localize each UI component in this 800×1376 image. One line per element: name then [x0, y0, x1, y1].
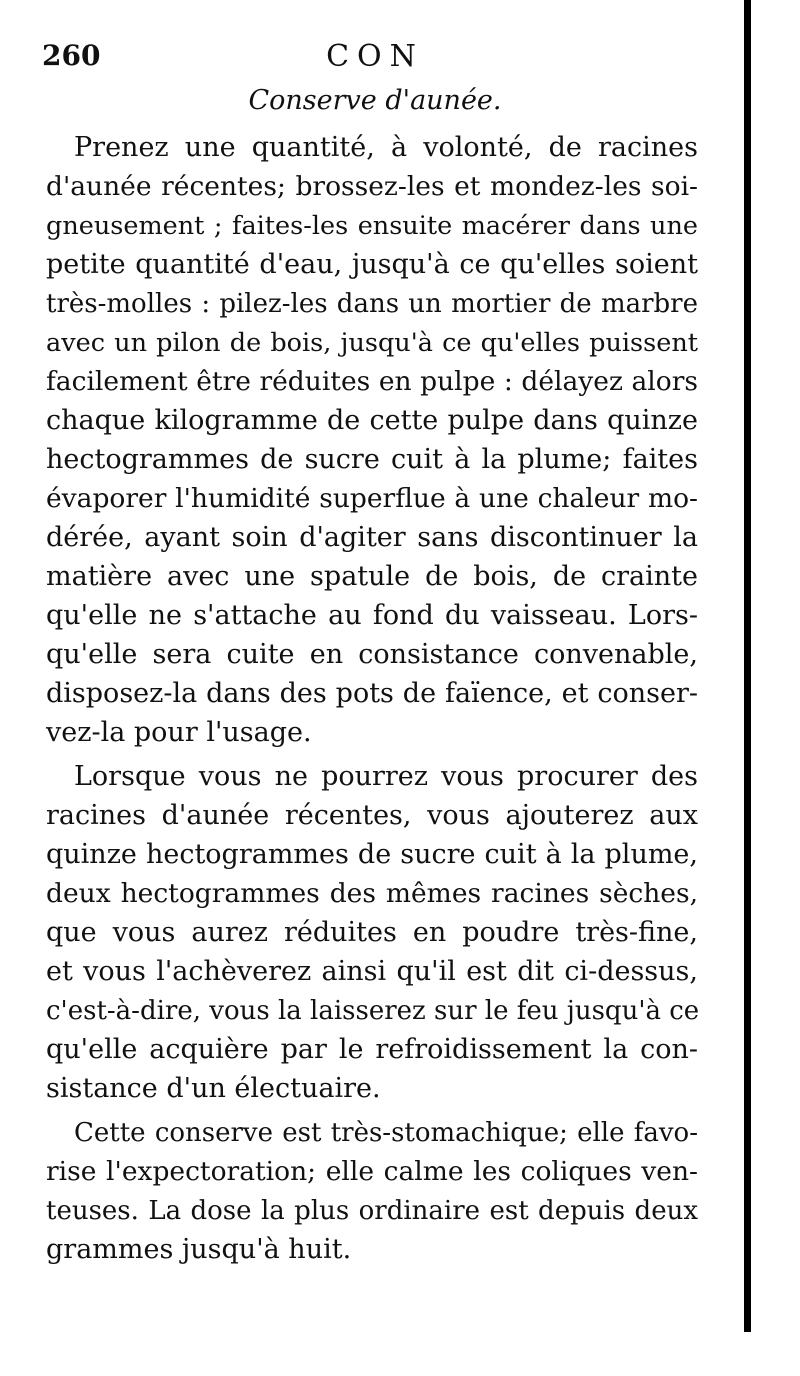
- text-line: et vous l'achèverez ainsi qu'il est dit ci-dessus,: [46, 956, 698, 987]
- text-line: deux hectogrammes des mêmes racines sèches,: [46, 878, 698, 909]
- text-line: rise l'expectoration; elle calme les coliques ven-: [46, 1156, 698, 1187]
- page-number: 260: [42, 39, 101, 72]
- text-line: teuses. La dose la plus ordinaire est depuis deux: [46, 1196, 698, 1226]
- text-line: Cette conserve est très-stomachique; elle favo-: [74, 1118, 698, 1148]
- text-line: hectogrammes de sucre cuit à la plume; faites: [46, 444, 698, 475]
- text-line: racines d'aunée récentes, vous ajouterez aux: [46, 800, 698, 831]
- text-line: quinze hectogrammes de sucre cuit à la plume,: [46, 839, 698, 870]
- text-line: disposez-la dans des pots de faïence, et conser-: [46, 678, 698, 709]
- text-line: dérée, ayant soin d'agiter sans discontinuer la: [46, 522, 698, 553]
- running-head: CON: [326, 39, 424, 74]
- text-line: qu'elle ne s'attache au fond du vaisseau. Lors-: [46, 600, 698, 631]
- page-edge-rule: [744, 0, 751, 1332]
- text-line: avec un pilon de bois, jusqu'à ce qu'elles puissent: [46, 328, 698, 358]
- text-line: petite quantité d'eau, jusqu'à ce qu'elles soient: [46, 249, 698, 280]
- text-line: Lorsque vous ne pourrez vous procurer des: [74, 761, 698, 792]
- text-line: très-molles : pilez-les dans un mortier de marbre: [46, 289, 698, 319]
- text-line: évaporer l'humidité superflue à une chaleur mo-: [46, 483, 698, 514]
- text-line: chaque kilogramme de cette pulpe dans quinze: [46, 405, 698, 436]
- text-line: gneusement ; faites-les ensuite macérer dans une: [46, 211, 698, 241]
- text-line: qu'elle acquière par le refroidissement la con-: [46, 1034, 698, 1065]
- text-line: que vous aurez réduites en poudre très-fine,: [46, 917, 698, 948]
- text-line: Prenez une quantité, à volonté, de racines: [74, 132, 698, 163]
- text-line: matière avec une spatule de bois, de crainte: [46, 561, 698, 592]
- text-line: c'est-à-dire, vous la laisserez sur le feu jusqu'à ce: [46, 996, 700, 1026]
- text-line: qu'elle sera cuite en consistance convenable,: [46, 639, 698, 670]
- text-line: facilement être réduites en pulpe : délayez alors: [46, 366, 698, 397]
- text-line: grammes jusqu'à huit.: [46, 1234, 352, 1265]
- text-line: sistance d'un électuaire.: [46, 1073, 381, 1104]
- text-line: d'aunée récentes; brossez-les et mondez-les soi-: [46, 171, 698, 202]
- text-line: vez-la pour l'usage.: [46, 717, 312, 748]
- section-title: Conserve d'aunée.: [248, 85, 502, 116]
